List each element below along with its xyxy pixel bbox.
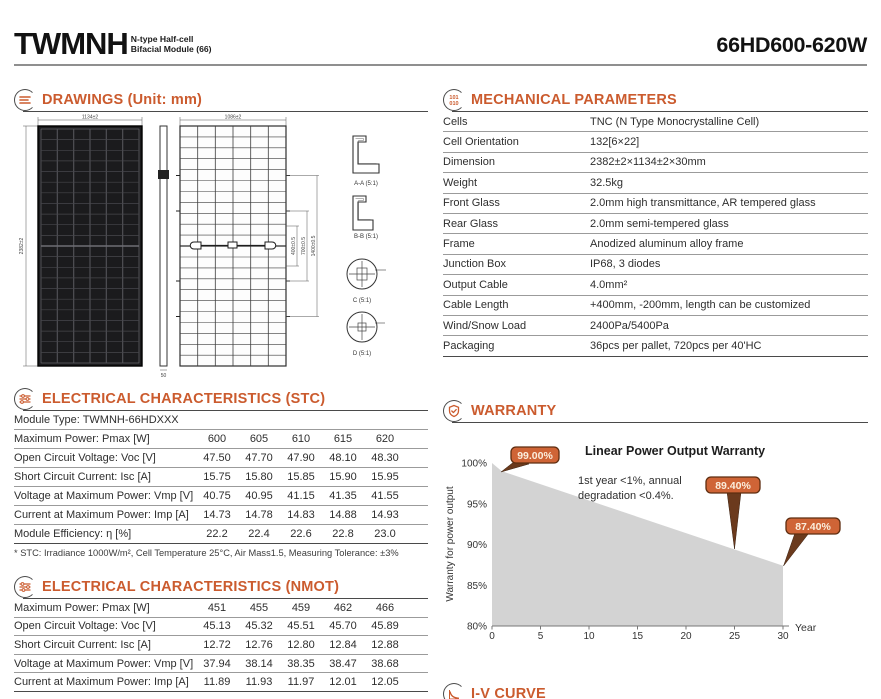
row-value: 4.0mm² [590, 278, 628, 291]
row-value: 47.90 [287, 452, 315, 464]
rear-width-dim: 1086±2 [224, 114, 242, 121]
table-row [14, 506, 428, 525]
module-type: Module Type: TWMNH-66HDXXX [14, 414, 179, 426]
row-value: 37.94 [203, 657, 231, 670]
brand-block [14, 26, 212, 62]
section-title: I-V CURVE [471, 685, 546, 699]
svg-text:400±0.5: 400±0.5 [291, 236, 297, 256]
row-label: Open Circuit Voltage: Voc [V] [14, 452, 156, 464]
section-header-iv-curve [443, 682, 868, 699]
row-value: 22.8 [332, 528, 354, 540]
y-tick: 85% [466, 580, 487, 592]
page-header [14, 24, 867, 66]
frame-section-bb [353, 196, 378, 240]
row-value: 615 [333, 433, 353, 445]
row-value: 610 [291, 433, 311, 445]
row-value: 605 [249, 433, 269, 445]
section-title: MECHANICAL PARAMETERS [471, 92, 677, 108]
row-value: TNC (N Type Monocrystalline Cell) [590, 115, 760, 128]
mechanical-icon [443, 89, 465, 111]
row-value: 38.35 [287, 657, 315, 670]
row-value: 14.93 [371, 509, 399, 521]
row-label: Output Cable [443, 278, 508, 291]
mechanical-table [443, 112, 868, 357]
right-column [443, 88, 868, 699]
detail-label-aa: A-A (5:1) [354, 181, 378, 187]
brand-subtitle-line1: N-type Half-cell [130, 33, 194, 44]
row-label: Short Circuit Current: Isc [A] [14, 471, 151, 483]
nmot-rows [14, 599, 428, 692]
drawings-icon [14, 89, 36, 111]
row-value: 11.97 [287, 676, 315, 689]
detail-label-bb: B-B (5:1) [353, 234, 379, 240]
row-value: 23.0 [374, 528, 396, 540]
row-value: 12.05 [371, 676, 399, 689]
table-row [443, 132, 868, 152]
row-value: 36pcs per pallet, 720pcs per 40'HC [590, 339, 762, 352]
callout-label: 89.40% [715, 479, 751, 492]
row-value: 45.70 [329, 620, 357, 633]
chart-note-line1: 1st year <1%, annual [578, 474, 682, 487]
row-value: 455 [249, 601, 269, 614]
x-tick: 5 [537, 630, 544, 642]
row-value: 12.88 [371, 638, 399, 651]
electrical-stc-icon [14, 388, 36, 410]
x-tick: 0 [489, 630, 495, 642]
row-value: 45.51 [287, 620, 315, 633]
chart-note-line2: degradation <0.4%. [578, 489, 674, 502]
row-value: 12.84 [329, 638, 357, 651]
section-header-warranty [443, 399, 868, 423]
x-tick: 30 [777, 630, 789, 642]
frame-section-aa [353, 136, 379, 187]
callout-label: 87.40% [795, 520, 831, 533]
y-tick: 95% [466, 498, 487, 510]
row-value: 47.50 [203, 452, 231, 464]
section-rule [452, 422, 868, 423]
row-value: 15.95 [371, 471, 399, 483]
row-value: 32.5kg [590, 176, 624, 189]
row-value: 11.89 [203, 676, 231, 689]
detail-label-d: D (5:1) [352, 351, 372, 357]
section-header-nmot [14, 575, 428, 599]
front-height-dim: 2382±2 [19, 237, 25, 255]
stc-table [14, 411, 428, 558]
section-rule [452, 111, 868, 112]
table-row [14, 636, 428, 655]
model-number: 66HD600-620W [716, 33, 867, 57]
x-tick: 20 [680, 630, 692, 642]
row-value: 45.89 [371, 620, 399, 633]
row-value: 14.88 [329, 509, 357, 521]
row-value: 38.47 [329, 657, 357, 670]
row-label: Cable Length [443, 299, 509, 312]
table-row [14, 449, 428, 468]
module-type-row [14, 411, 428, 430]
row-value: 38.68 [371, 657, 399, 670]
table-row [14, 655, 428, 674]
callout-label: 99.00% [517, 449, 553, 462]
row-value: 14.83 [287, 509, 315, 521]
svg-text:101: 101 [449, 95, 459, 101]
row-label: Junction Box [443, 258, 506, 271]
callout-87 [784, 518, 841, 566]
side-view-drawing [158, 126, 169, 379]
row-label: Front Glass [443, 197, 500, 210]
table-row [14, 430, 428, 449]
row-value: 22.4 [248, 528, 270, 540]
rear-view-drawing [176, 115, 319, 367]
y-axis-label: Warranty for power output [445, 486, 456, 602]
row-value: 12.72 [203, 638, 231, 651]
row-label: Cells [443, 115, 468, 128]
x-tick: 10 [583, 630, 595, 642]
row-label: Current at Maximum Power: Imp [A] [14, 509, 189, 521]
row-label: Packaging [443, 339, 495, 352]
warranty-shield-icon [443, 400, 465, 422]
brand-logo: TWMNH [14, 26, 128, 62]
brand-subtitle-line2: Bifacial Module (66) [130, 44, 212, 55]
row-value: 462 [333, 601, 353, 614]
stc-rows [14, 430, 428, 544]
table-row [443, 112, 868, 132]
row-value: 41.15 [287, 490, 315, 502]
frame-detail-c [347, 259, 386, 304]
row-label: Voltage at Maximum Power: Vmp [V] [14, 490, 194, 502]
row-label: Dimension [443, 156, 495, 169]
table-row [14, 487, 428, 506]
row-value: 15.75 [203, 471, 231, 483]
table-row [14, 468, 428, 487]
y-tick: 90% [466, 539, 487, 551]
y-tick: 100% [461, 458, 487, 470]
row-value: 132[6×22] [590, 136, 640, 149]
table-row [443, 153, 868, 173]
row-value: 14.78 [245, 509, 273, 521]
brand-subtitle [131, 34, 212, 54]
table-row [443, 173, 868, 193]
section-title: DRAWINGS (Unit: mm) [42, 92, 203, 108]
row-value: 2400Pa/5400Pa [590, 319, 669, 332]
row-value: 40.75 [203, 490, 231, 502]
row-label: Current at Maximum Power: Imp [A] [14, 676, 189, 689]
callout-tail [784, 533, 810, 566]
callout-99 [501, 447, 559, 472]
row-value: 2382±2×1134±2×30mm [590, 156, 706, 169]
row-value: 38.14 [245, 657, 273, 670]
row-label: Cell Orientation [443, 136, 519, 149]
table-row [14, 618, 428, 637]
section-header-stc [14, 387, 428, 411]
row-value: 14.73 [203, 509, 231, 521]
row-value: 45.32 [245, 620, 273, 633]
callout-89 [706, 477, 760, 549]
row-value: 22.6 [290, 528, 312, 540]
row-value: 40.95 [245, 490, 273, 502]
x-tick: 25 [728, 630, 741, 642]
section-title: ELECTRICAL CHARACTERISTICS (NMOT) [42, 579, 340, 595]
row-value: 459 [291, 601, 311, 614]
y-tick: 80% [466, 621, 487, 633]
row-value: 2.0mm high transmittance, AR tempered glass [590, 197, 816, 210]
row-label: Maximum Power: Pmax [W] [14, 433, 150, 445]
row-value: 48.30 [371, 452, 399, 464]
warranty-chart-svg [443, 431, 868, 643]
row-label: Frame [443, 238, 475, 251]
warranty-chart [443, 431, 868, 648]
row-label: Maximum Power: Pmax [W] [14, 601, 150, 614]
mounting-dimensions [286, 176, 319, 317]
row-value: 620 [375, 433, 395, 445]
row-value: 41.35 [329, 490, 357, 502]
row-value: 47.70 [245, 452, 273, 464]
section-header-mechanical [443, 88, 868, 112]
row-value: 600 [207, 433, 227, 445]
electrical-nmot-icon [14, 576, 36, 598]
row-value: IP68, 3 diodes [590, 258, 661, 271]
section-header-drawings [14, 88, 428, 112]
row-value: 12.76 [245, 638, 273, 651]
chart-title: Linear Power Output Warranty [585, 443, 766, 458]
section-rule [23, 598, 428, 599]
section-title: WARRANTY [471, 402, 557, 419]
row-value: 15.80 [245, 471, 273, 483]
front-view-drawing [19, 115, 142, 367]
table-row [443, 214, 868, 234]
x-axis-label: Year [795, 621, 817, 634]
row-label: Module Efficiency: η [%] [14, 528, 132, 540]
stc-footnote: * STC: Irradiance 1000W/m², Cell Temperature 25°C, Air Mass1.5, Measuring Tolerance: ±3% [14, 548, 399, 558]
left-column [14, 88, 428, 692]
table-row [443, 336, 868, 356]
section-rule [23, 111, 428, 112]
x-tick: 15 [631, 630, 644, 642]
nmot-table [14, 599, 428, 692]
row-value: Anodized aluminum alloy frame [590, 238, 744, 251]
row-label: Weight [443, 176, 478, 189]
row-value: 45.13 [203, 620, 231, 633]
row-value: 2.0mm semi-tempered glass [590, 217, 729, 230]
front-width-dim: 1134±2 [81, 114, 99, 121]
section-rule [23, 410, 428, 411]
detail-label-c: C (5:1) [352, 298, 372, 304]
row-value: 15.90 [329, 471, 357, 483]
svg-text:700±0.5: 700±0.5 [301, 236, 307, 256]
row-label: Rear Glass [443, 217, 499, 230]
table-row [14, 599, 428, 618]
table-row [14, 673, 428, 692]
frame-detail-d [347, 312, 385, 357]
row-label: Open Circuit Voltage: Voc [V] [14, 620, 156, 633]
table-row [443, 194, 868, 214]
row-value: 15.85 [287, 471, 315, 483]
row-value: 466 [375, 601, 395, 614]
section-title: ELECTRICAL CHARACTERISTICS (STC) [42, 391, 326, 407]
iv-curve-icon [443, 683, 465, 699]
row-value: 22.2 [206, 528, 228, 540]
table-row [443, 275, 868, 295]
table-row [443, 234, 868, 254]
row-value: 11.93 [245, 676, 273, 689]
row-value: 48.10 [329, 452, 357, 464]
table-row [14, 525, 428, 544]
module-drawings [14, 114, 428, 380]
row-label: Wind/Snow Load [443, 319, 527, 332]
row-value: 12.80 [287, 638, 315, 651]
callout-tail [727, 492, 741, 549]
table-row [443, 296, 868, 316]
table-row [443, 316, 868, 336]
table-row [443, 255, 868, 275]
row-value: 451 [207, 601, 227, 614]
row-label: Short Circuit Current: Isc [A] [14, 638, 151, 651]
mechanical-rows [443, 112, 868, 357]
svg-text:010: 010 [449, 101, 459, 107]
row-value: +400mm, -200mm, length can be customized [590, 299, 811, 312]
side-width-dim: 50 [160, 373, 167, 379]
row-label: Voltage at Maximum Power: Vmp [V] [14, 657, 194, 670]
row-value: 12.01 [329, 676, 357, 689]
svg-text:1400±0.5: 1400±0.5 [311, 235, 317, 257]
row-value: 41.55 [371, 490, 399, 502]
